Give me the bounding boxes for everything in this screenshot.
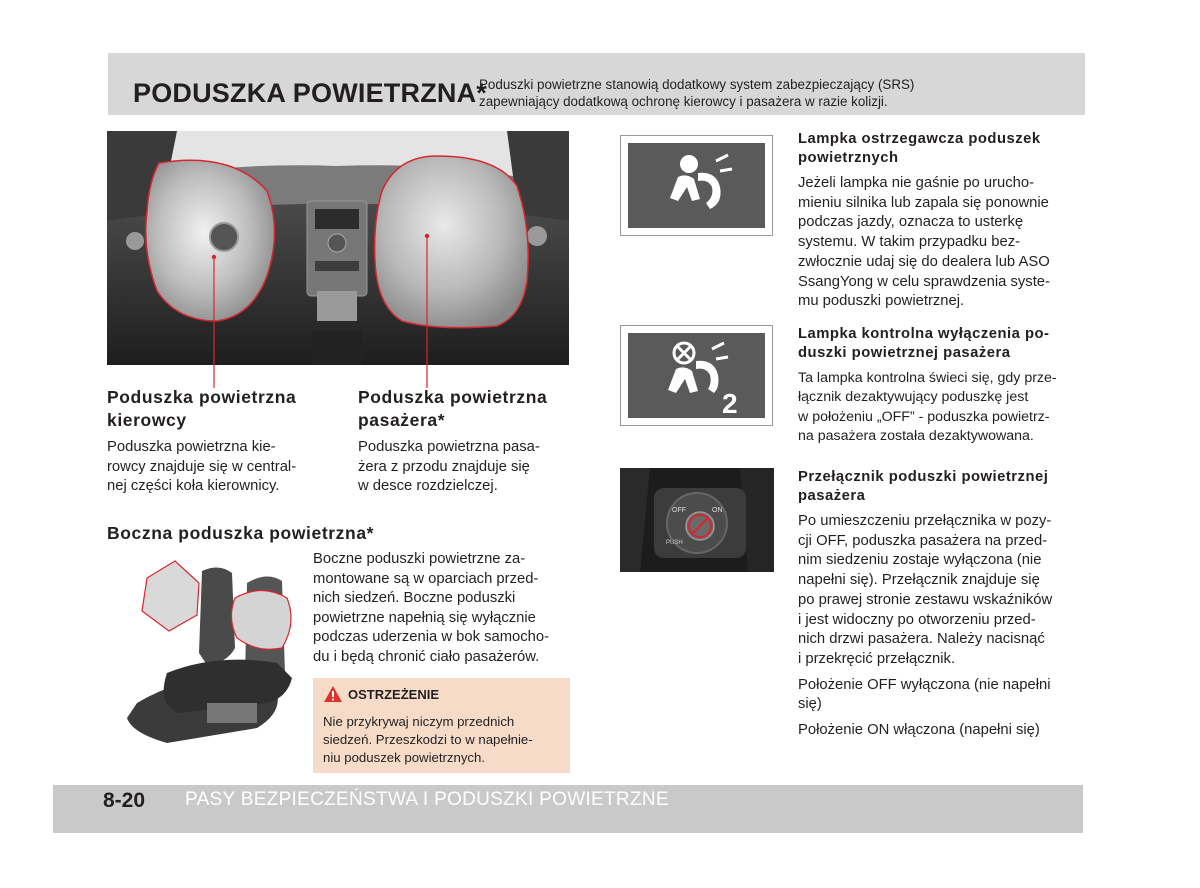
- header-intro-line: Poduszki powietrzne stanowią dodatkowy system zabezpieczający (SRS): [479, 77, 915, 92]
- warning-lamp-text: [798, 174, 1086, 312]
- header-intro-line: zapewniający dodatkową ochronę kierowcy i pasażera w razie kolizji.: [479, 94, 888, 109]
- text-line: nej części koła kierownicy.: [107, 478, 280, 494]
- text-line: podczas jazdy, oznacza to usterkę: [798, 214, 1024, 231]
- text-line: Położenie OFF wyłączona (nie napełni: [798, 676, 1051, 693]
- switch-heading: Przełącznik poduszki powietrznej pasażera: [798, 469, 1049, 504]
- side-airbag-text: [313, 550, 571, 667]
- text-line: i jest widoczny po otworzeniu przed-: [798, 611, 1036, 628]
- text-line: niu poduszek powietrznych.: [323, 750, 486, 765]
- text-line: Poduszka powietrzna kie-: [107, 439, 276, 455]
- side-airbag-heading: Boczna poduszka powietrzna*: [107, 523, 375, 543]
- deactivation-lamp-heading: Lampka kontrolna wyłączenia po- duszki powietrznej pasażera: [798, 326, 1050, 361]
- text-line: nich siedzeń. Boczne poduszki: [313, 590, 516, 606]
- side-airbag-shape: [231, 591, 291, 650]
- warning-text: [323, 713, 563, 767]
- text-line: Ta lampka kontrolna świeci się, gdy prze-: [798, 370, 1057, 386]
- page-title: PODUSZKA POWIETRZNA*: [133, 78, 487, 108]
- switch-off-label: OFF: [672, 507, 686, 514]
- warning-triangle-icon: [323, 685, 343, 703]
- text-line: powietrzne napełnią się wyłącznie: [313, 609, 536, 626]
- warning-title: OSTRZEŻENIE: [348, 687, 440, 702]
- chapter-title: PASY BEZPIECZEŃSTWA I PODUSZKI POWIETRZNE: [185, 789, 669, 810]
- text-line: Poduszka powietrzna pasa-: [358, 439, 540, 455]
- text-line: mieniu silnika lub zapala się ponownie: [798, 194, 1049, 211]
- text-line: du i będą chronić ciało pasażerów.: [313, 648, 540, 665]
- airbag-off-digit: 2: [722, 388, 738, 418]
- text-line: montowane są w oparciach przed-: [313, 570, 539, 587]
- text-line: mu poduszki powietrznej.: [798, 293, 965, 310]
- driver-airbag-heading: Poduszka powietrzna kierowcy: [107, 387, 297, 430]
- airbag-off-lamp-panel: [620, 325, 773, 426]
- driver-airbag-text: [107, 438, 339, 497]
- passenger-airbag-text: [358, 438, 578, 497]
- text-line: Nie przykrywaj niczym przednich: [323, 714, 515, 729]
- warning-lamp-heading: Lampka ostrzegawcza poduszek powietrznych: [798, 131, 1041, 166]
- deactivation-lamp-text: [798, 369, 1086, 446]
- text-line: systemu. W takim przypadku bez-: [798, 234, 1021, 251]
- text-line: nim siedzeniu zostaje wyłączona (nie: [798, 552, 1042, 569]
- text-line: na pasażera została dezaktywowana.: [798, 427, 1034, 444]
- text-line: i przekręcić przełącznik.: [798, 650, 956, 667]
- switch-on-label: ON: [712, 507, 723, 514]
- text-line: Położenie ON włączona (napełni się): [798, 722, 1040, 739]
- airbag-switch-photo: [620, 468, 774, 572]
- text-line: siedzeń. Przeszkodzi to w napełnie-: [323, 732, 533, 747]
- text-line: podczas uderzenia w bok samocho-: [313, 629, 550, 645]
- text-line: Jeżeli lampka nie gaśnie po urucho-: [798, 175, 1035, 191]
- text-line: Boczne poduszki powietrzne za-: [313, 551, 526, 567]
- text-line: rowcy znajduje się w central-: [107, 458, 297, 475]
- airbag-warning-lamp-panel: [620, 135, 773, 236]
- text-line: łącznik dezaktywujący poduszkę jest: [798, 389, 1029, 406]
- switch-push-label: PUSH: [666, 540, 683, 546]
- text-line: SsangYong w celu sprawdzenia syste-: [798, 273, 1050, 290]
- text-line: w desce rozdzielczej.: [358, 478, 498, 494]
- warning-header: [313, 678, 570, 708]
- text-line: cji OFF, poduszka pasażera na przed-: [798, 532, 1048, 549]
- text-line: zwłocznie udaj się do dealera lub ASO: [798, 253, 1050, 270]
- seat-side-airbag-photo: [107, 553, 303, 751]
- page-number: 8-20: [103, 789, 146, 812]
- text-line: się): [798, 696, 822, 713]
- passenger-airbag-off-icon: [628, 333, 765, 418]
- passenger-airbag-heading: Poduszka powietrzna pasażera*: [358, 387, 548, 430]
- warning-box: [313, 678, 570, 773]
- text-line: napełni się). Przełącznik znajduje się: [798, 572, 1040, 589]
- text-line: nich drzwi pasażera. Należy nacisnąć: [798, 631, 1045, 648]
- switch-text: [798, 512, 1086, 741]
- text-line: po prawej stronie zestawu wskaźników: [798, 591, 1053, 608]
- text-line: Po umieszczeniu przełącznika w pozy-: [798, 513, 1052, 529]
- airbag-warning-icon: [628, 143, 765, 228]
- text-line: żera z przodu znajduje się: [358, 458, 530, 475]
- text-line: w położeniu „OFF” - poduszka powietrz-: [798, 408, 1050, 425]
